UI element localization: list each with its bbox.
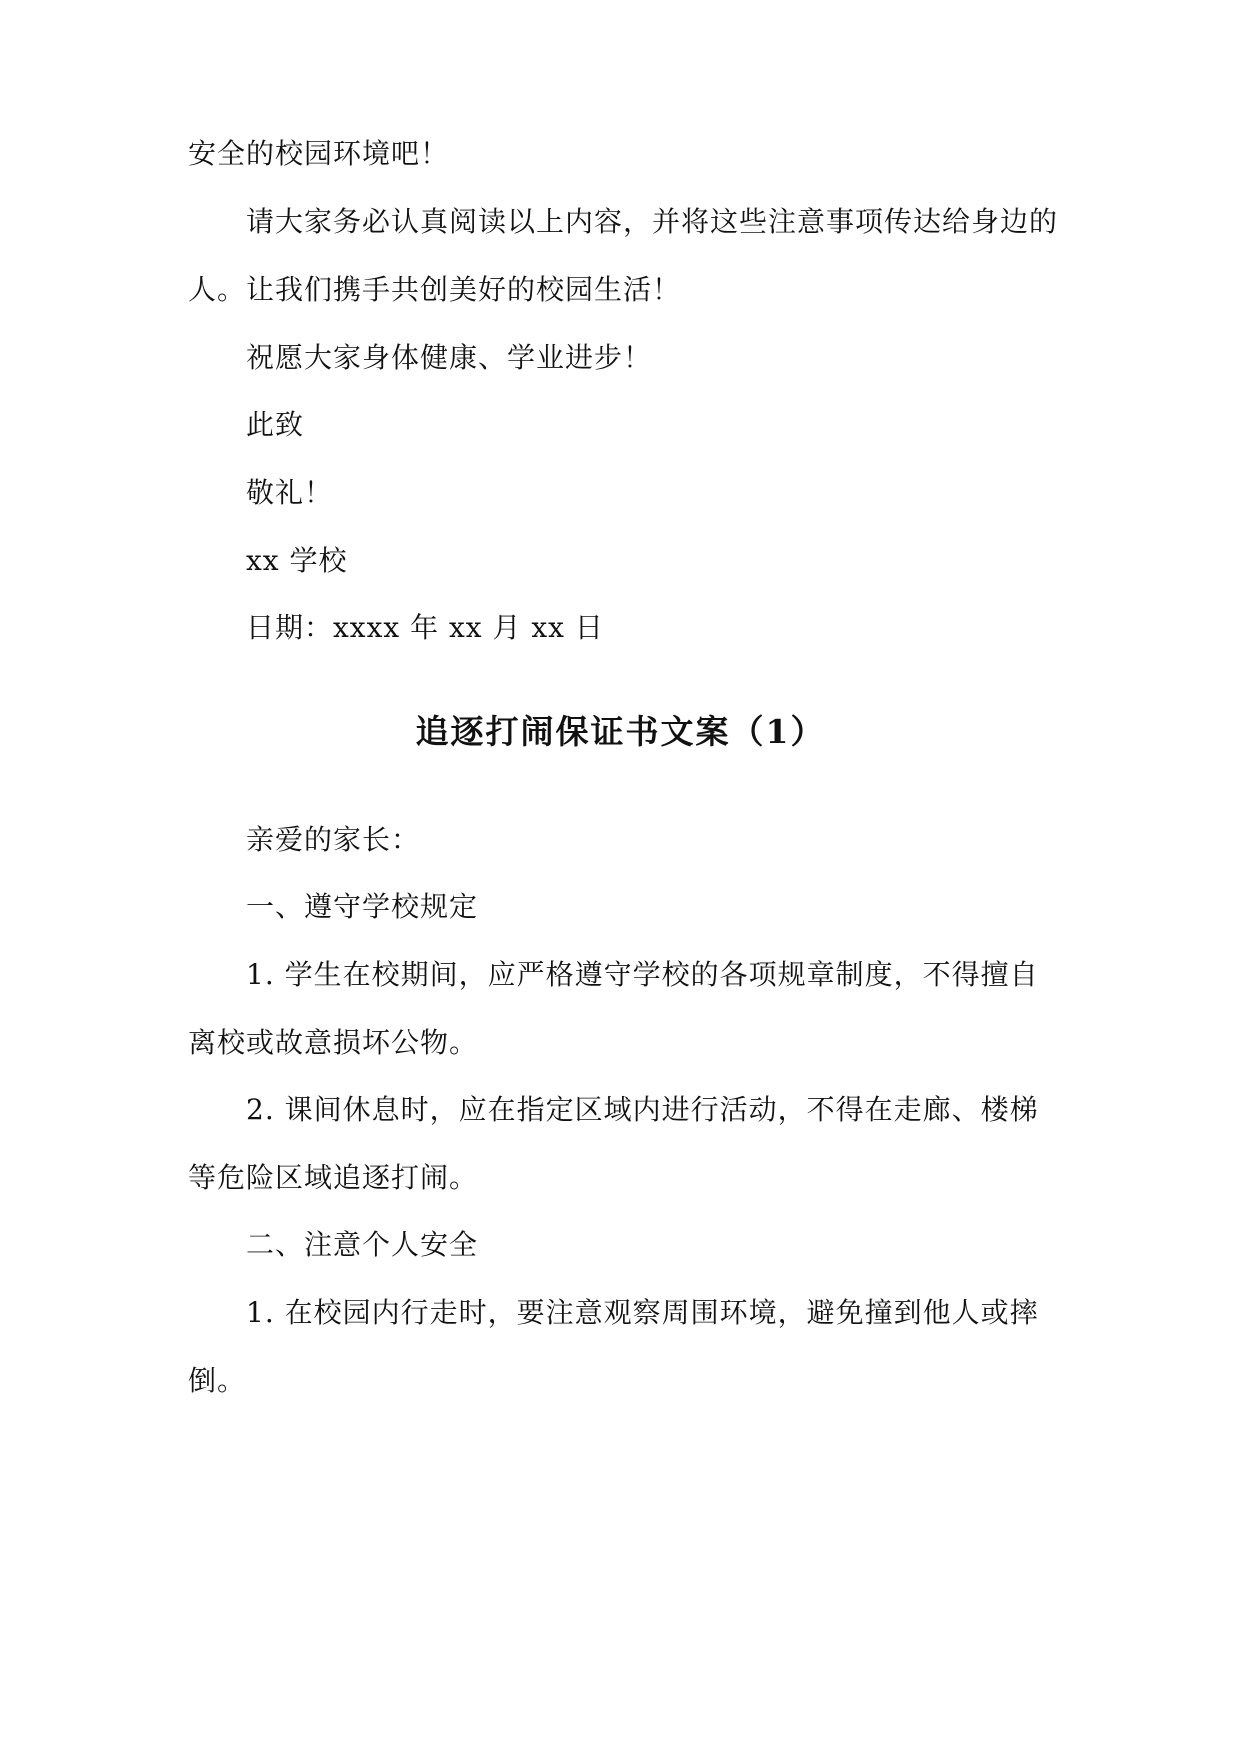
section2-item1-line2: 倒。 xyxy=(188,1364,247,1397)
date-line: 日期：xxxx 年 xx 月 xx 日 xyxy=(246,611,604,644)
closing-line: 安全的校园环境吧！ xyxy=(188,137,450,170)
salutation-jingli: 敬礼！ xyxy=(246,476,334,509)
greeting: 亲爱的家长： xyxy=(246,823,421,856)
section1-item1-line2: 离校或故意损坏公物。 xyxy=(188,1026,479,1059)
section1-item1-line1: 1. 学生在校期间，应严格遵守学校的各项规章制度，不得擅自 xyxy=(246,958,1039,991)
section1-heading: 一、遵守学校规定 xyxy=(246,890,479,923)
section1-item2-line1: 2. 课间休息时，应在指定区域内进行活动，不得在走廊、楼梯 xyxy=(246,1093,1039,1126)
appeal-line-2: 人。让我们携手共创美好的校园生活！ xyxy=(188,273,682,306)
section2-heading: 二、注意个人安全 xyxy=(246,1228,479,1261)
document-title: 追逐打闹保证书文案（1） xyxy=(415,712,826,751)
section2-item1-line1: 1. 在校园内行走时，要注意观察周围环境，避免撞到他人或摔 xyxy=(246,1296,1039,1329)
salutation-cizhi: 此致 xyxy=(246,408,305,441)
appeal-line-1: 请大家务必认真阅读以上内容，并将这些注意事项传达给身边的 xyxy=(246,205,1059,238)
signature-school: xx 学校 xyxy=(246,544,348,577)
wishes-line: 祝愿大家身体健康、学业进步！ xyxy=(246,341,653,374)
section1-item2-line2: 等危险区域追逐打闹。 xyxy=(188,1161,479,1194)
